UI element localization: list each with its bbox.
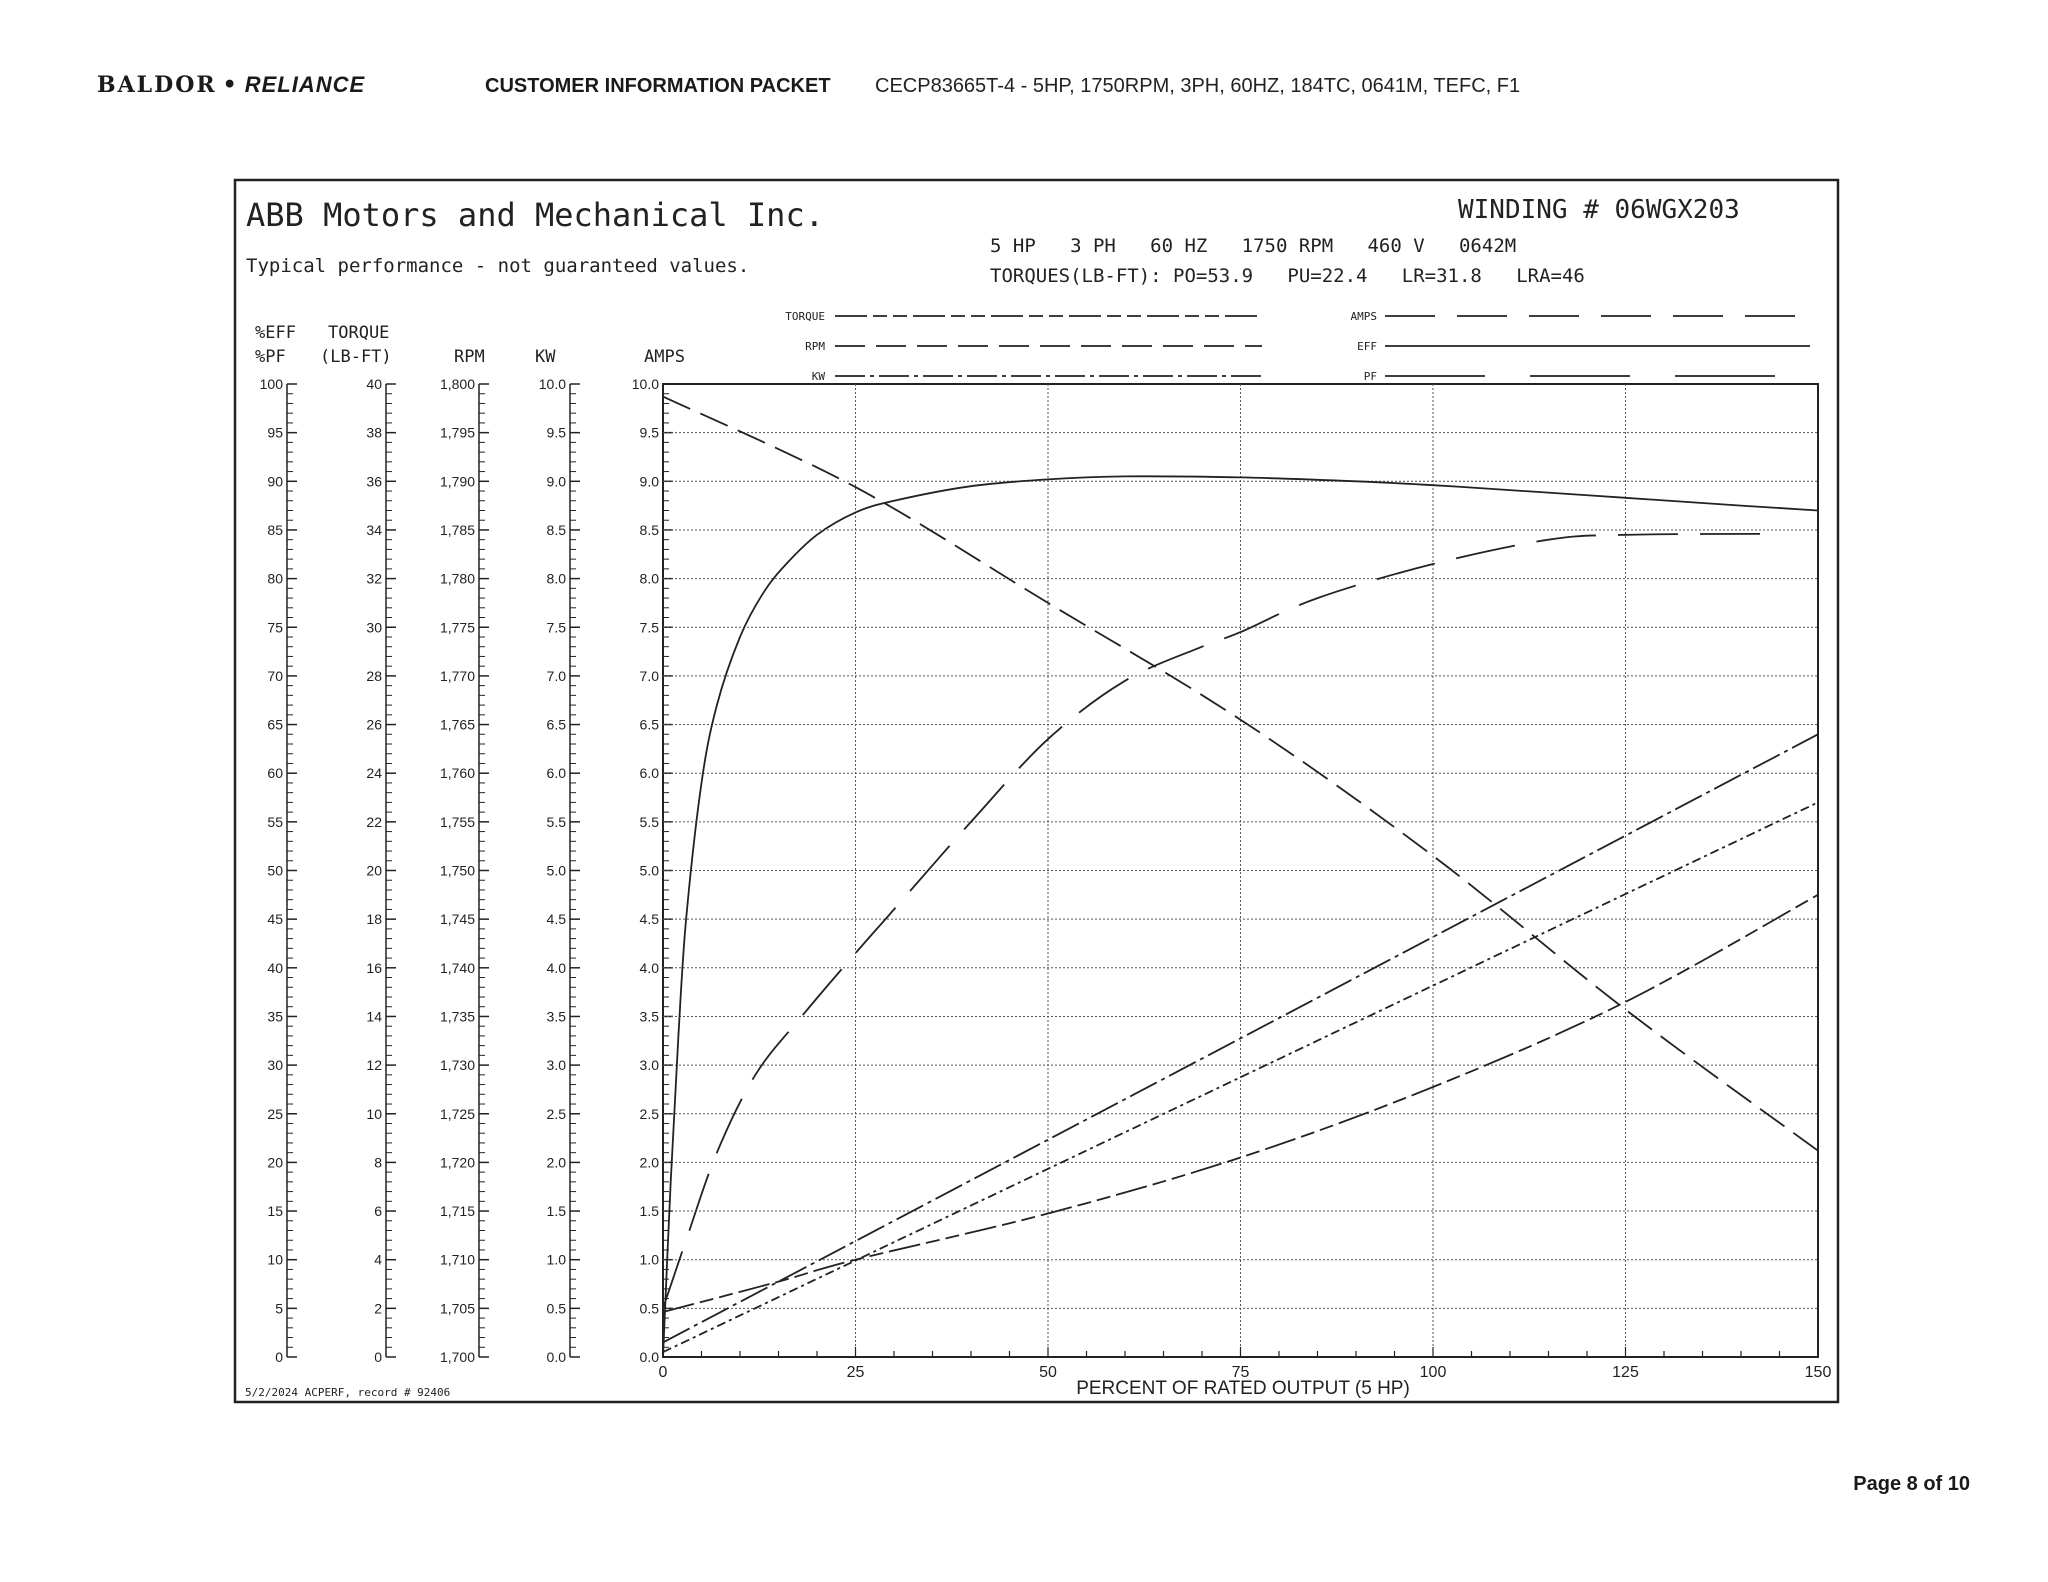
axis-tick-label: 8.5 xyxy=(639,521,659,538)
brand-baldor: BALDOR xyxy=(97,72,217,98)
axis-tick-label: 1,750 xyxy=(439,862,475,879)
axis-tick-label: 32 xyxy=(366,570,382,587)
axis-header-bottom: KW xyxy=(535,347,556,367)
axis-tick-label: 1,775 xyxy=(439,619,475,636)
axis-tick-label: 8.0 xyxy=(546,570,566,587)
axis-tick-label: 0.0 xyxy=(639,1349,659,1365)
axis-tick-label: 6.5 xyxy=(639,716,659,733)
axis-tick-label: 22 xyxy=(366,813,382,830)
axis-tick-label: 4.0 xyxy=(639,959,659,976)
page-number: Page 8 of 10 xyxy=(1853,1473,1970,1495)
axis-tick-label: 10 xyxy=(366,1105,382,1122)
axis-tick-label: 2.5 xyxy=(639,1105,659,1122)
axis-tick-label: 1,725 xyxy=(439,1105,475,1122)
footnote: 5/2/2024 ACPERF, record # 92406 xyxy=(245,1386,451,1399)
axis-tick-label: 14 xyxy=(366,1008,382,1025)
axis-tick-label: 1,785 xyxy=(439,521,475,538)
model-line: CECP83665T-4 - 5HP, 1750RPM, 3PH, 60HZ, 184TC, 0641M, TEFC, F1 xyxy=(875,75,1521,97)
axis-tick-label: 1,745 xyxy=(439,911,475,928)
axis-tick-label: 80 xyxy=(267,570,283,587)
axis-tick-label: 20 xyxy=(366,862,382,879)
axis-tick-label: 4.0 xyxy=(546,959,566,976)
axis-tick-label: 6.0 xyxy=(546,765,566,782)
axis-tick-label: 85 xyxy=(267,521,283,538)
axis-header-top: TORQUE xyxy=(328,323,390,343)
legend-label: AMPS xyxy=(1350,310,1377,323)
axis-tick-label: 6.5 xyxy=(546,716,566,733)
axis-tick-label: 36 xyxy=(366,473,382,490)
axis-tick-label: 9.5 xyxy=(546,424,566,441)
axis-tick-label: 1,760 xyxy=(439,765,475,782)
axis-tick-label: 45 xyxy=(267,911,283,928)
axis-tick-label: 6 xyxy=(374,1203,382,1220)
legend-label: RPM xyxy=(805,340,825,353)
axis-tick-label: 40 xyxy=(366,376,382,392)
x-tick-label: 0 xyxy=(658,1364,668,1381)
axis-tick-label: 0.5 xyxy=(546,1300,566,1317)
axis-tick-label: 1,705 xyxy=(439,1300,475,1317)
axis-header-bottom: %PF xyxy=(255,347,286,367)
axis-tick-label: 60 xyxy=(267,765,283,782)
axis-tick-label: 0 xyxy=(275,1349,283,1365)
axis-tick-label: 9.5 xyxy=(639,424,659,441)
legend-label: KW xyxy=(811,370,825,383)
packet-title: CUSTOMER INFORMATION PACKET xyxy=(485,75,831,97)
legend-label: TORQUE xyxy=(785,310,825,323)
axis-tick-label: 28 xyxy=(366,667,382,684)
axis-tick-label: 1,790 xyxy=(439,473,475,490)
axis-tick-label: 9.0 xyxy=(546,473,566,490)
axis-tick-label: 50 xyxy=(267,862,283,879)
axis-tick-label: 6.0 xyxy=(639,765,659,782)
brand-dot: • xyxy=(222,72,239,98)
axis-tick-label: 7.5 xyxy=(639,619,659,636)
axis-tick-label: 1,755 xyxy=(439,813,475,830)
axis-tick-label: 38 xyxy=(366,424,382,441)
x-tick-label: 75 xyxy=(1231,1364,1250,1381)
axis-tick-label: 10.0 xyxy=(538,376,566,392)
axis-tick-label: 4.5 xyxy=(546,911,566,928)
axis-tick-label: 1,795 xyxy=(439,424,475,441)
axis-header-top: %EFF xyxy=(255,323,296,343)
axis-tick-label: 3.5 xyxy=(639,1008,659,1025)
legend-label: EFF xyxy=(1357,340,1377,353)
axis-tick-label: 34 xyxy=(366,521,382,538)
axis-tick-label: 30 xyxy=(267,1057,283,1074)
axis-tick-label: 20 xyxy=(267,1154,283,1171)
axis-tick-label: 4.5 xyxy=(639,911,659,928)
axis-tick-label: 3.5 xyxy=(546,1008,566,1025)
x-tick-label: 125 xyxy=(1612,1364,1639,1381)
axis-tick-label: 1,765 xyxy=(439,716,475,733)
axis-tick-label: 0.0 xyxy=(546,1349,566,1365)
axis-tick-label: 75 xyxy=(267,619,283,636)
axis-tick-label: 1.5 xyxy=(639,1203,659,1220)
series-line-pf xyxy=(663,534,1780,1309)
axis-tick-label: 35 xyxy=(267,1008,283,1025)
brand-reliance: RELIANCE xyxy=(244,72,366,97)
axis-tick-label: 7.0 xyxy=(639,667,659,684)
axis-tick-label: 95 xyxy=(267,424,283,441)
axis-tick-label: 2 xyxy=(374,1300,382,1317)
x-tick-label: 25 xyxy=(846,1364,865,1381)
ratings-line: 5 HP 3 PH 60 HZ 1750 RPM 460 V 0642M xyxy=(990,235,1517,257)
axis-tick-label: 3.0 xyxy=(639,1057,659,1074)
x-axis-title: PERCENT OF RATED OUTPUT (5 HP) xyxy=(1076,1378,1410,1399)
axis-tick-label: 1,700 xyxy=(439,1349,475,1365)
axis-tick-label: 5.5 xyxy=(546,813,566,830)
axis-tick-label: 1,715 xyxy=(439,1203,475,1220)
axis-tick-label: 2.0 xyxy=(639,1154,659,1171)
axis-tick-label: 100 xyxy=(259,376,283,392)
axis-tick-label: 1,770 xyxy=(439,667,475,684)
axis-tick-label: 24 xyxy=(366,765,382,782)
axis-tick-label: 90 xyxy=(267,473,283,490)
axis-tick-label: 5.5 xyxy=(639,813,659,830)
axis-tick-label: 12 xyxy=(366,1057,382,1074)
axis-tick-label: 10 xyxy=(267,1251,283,1268)
x-tick-label: 50 xyxy=(1039,1364,1057,1381)
axis-tick-label: 15 xyxy=(267,1203,283,1220)
axis-tick-label: 1,800 xyxy=(439,376,475,392)
axis-tick-label: 1,730 xyxy=(439,1057,475,1074)
axis-tick-label: 2.5 xyxy=(546,1105,566,1122)
legend-label: PF xyxy=(1363,370,1377,383)
axis-tick-label: 26 xyxy=(366,716,382,733)
axis-tick-label: 1,710 xyxy=(439,1251,475,1268)
axis-tick-label: 0.5 xyxy=(639,1300,659,1317)
axis-tick-label: 1.5 xyxy=(546,1203,566,1220)
axis-header-bottom: RPM xyxy=(454,347,485,367)
axis-tick-label: 7.0 xyxy=(546,667,566,684)
axis-tick-label: 25 xyxy=(267,1105,283,1122)
axis-tick-label: 30 xyxy=(366,619,382,636)
axis-tick-label: 1,780 xyxy=(439,570,475,587)
company-name: ABB Motors and Mechanical Inc. xyxy=(246,196,824,234)
chart-subtitle: Typical performance - not guaranteed values. xyxy=(246,255,750,277)
axis-tick-label: 55 xyxy=(267,813,283,830)
axis-tick-label: 8 xyxy=(374,1154,382,1171)
axis-tick-label: 3.0 xyxy=(546,1057,566,1074)
axis-tick-label: 65 xyxy=(267,716,283,733)
axis-tick-label: 8.0 xyxy=(639,570,659,587)
axis-tick-label: 5 xyxy=(275,1300,283,1317)
axis-tick-label: 5.0 xyxy=(639,862,659,879)
axis-tick-label: 2.0 xyxy=(546,1154,566,1171)
axis-tick-label: 4 xyxy=(374,1251,382,1268)
axis-tick-label: 1,740 xyxy=(439,959,475,976)
axis-tick-label: 1.0 xyxy=(546,1251,566,1268)
axis-tick-label: 7.5 xyxy=(546,619,566,636)
axis-tick-label: 18 xyxy=(366,911,382,928)
x-tick-label: 100 xyxy=(1419,1364,1447,1381)
axis-header-bottom: AMPS xyxy=(644,347,685,367)
axis-tick-label: 16 xyxy=(366,959,382,976)
axis-tick-label: 70 xyxy=(267,667,283,684)
axis-tick-label: 1.0 xyxy=(639,1251,659,1268)
x-tick-label: 150 xyxy=(1804,1364,1832,1381)
axis-tick-label: 9.0 xyxy=(639,473,659,490)
axis-tick-label: 8.5 xyxy=(546,521,566,538)
axis-tick-label: 0 xyxy=(374,1349,382,1365)
winding-label: WINDING # 06WGX203 xyxy=(1458,195,1740,225)
axis-tick-label: 5.0 xyxy=(546,862,566,879)
axis-header-bottom: (LB-FT) xyxy=(320,347,392,367)
axis-tick-label: 1,735 xyxy=(439,1008,475,1025)
axis-tick-label: 1,720 xyxy=(439,1154,475,1171)
torques-line: TORQUES(LB-FT): PO=53.9 PU=22.4 LR=31.8 LRA=46 xyxy=(990,265,1585,287)
axis-tick-label: 40 xyxy=(267,959,283,976)
axis-tick-label: 10.0 xyxy=(631,376,659,392)
